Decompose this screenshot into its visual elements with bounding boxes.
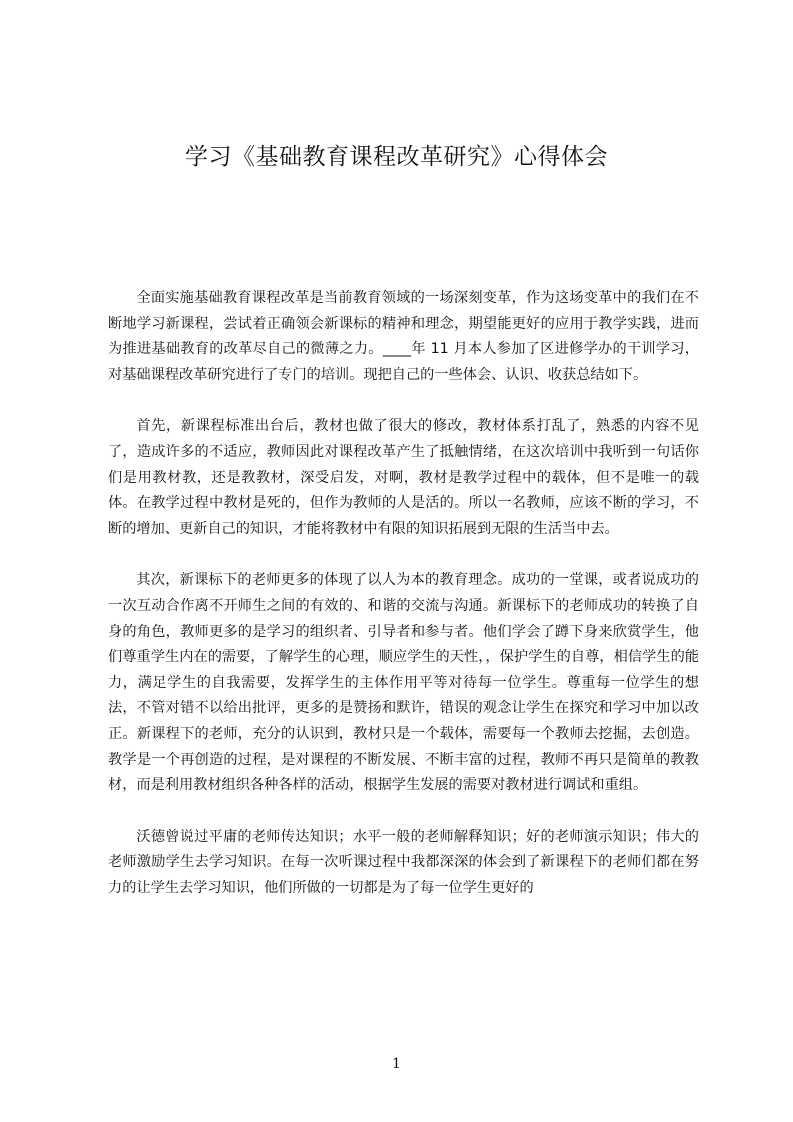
page-number: 1	[392, 1056, 401, 1072]
paragraph-first-point: 首先，新课程标准出台后，教材也做了很大的修改，教材体系打乱了，熟悉的内容不见了，造成许多的不适应，教师因此对课程改革产生了抵触情绪，在这次培训中我听到一句话你们是用教材教，还是教教材，深受启发，对啊，教材是教学过程中的载体，但不是唯一的载体。在教学过程中教材是死的，但作为教师的人是活的。所以一名教师，应该不断的学习，不断的增加、更新自己的知识，才能将教材中有限的知识拓展到无限的生活当中去。	[108, 418, 699, 537]
paragraph-second-point: 其次，新课标下的老师更多的体现了以人为本的教育理念。成功的一堂课，或者说成功的一次互动合作离不开师生之间的有效的、和谐的交流与沟通。新课标下的老师成功的转换了自身的角色，教师更多的是学习的组织者、引导者和参与者。他们学会了蹲下身来欣赏学生，他们尊重学生内在的需要，了解学生的心理，顺应学生的天性，，保护学生的自尊，相信学生的能力，满足学生的自我需要，发挥学生的主体作用平等对待每一位学生。尊重每一位学生的想法，不管对错不以给出批评，更多的是赞扬和默许，错误的观念让学生在探究和学习中加以改正。新课程下的老师，充分的认识到，教材只是一个载体，需要每一个教师去挖掘，去创造。教学是一个再创造的过程，是对课程的不断发展、不断丰富的过程，教师不再只是简单的教教材，而是利用教材组织各种各样的活动，根据学生发展的需要对教材进行调试和重组。	[108, 572, 699, 794]
document-body	[108, 286, 699, 927]
paragraph-quote: 沃德曾说过平庸的老师传达知识；水平一般的老师解释知识；好的老师演示知识；伟大的老师激励学生去学习知识。在每一次听课过程中我都深深的体会到了新课程下的老师们都在努力的让学生去学习知识，他们所做的一切都是为了每一位学生更好的	[108, 828, 699, 896]
paragraph-intro: 全面实施基础教育课程改革是当前教育领域的一场深刻变革，作为这场变革中的我们在不断地学习新课程，尝试着正确领会新课标的精神和理念，期望能更好的应用于教学实践，进而为推进基础教育的改革尽自己的微薄之力。____年 11 月本人参加了区进修学办的干训学习，对基础课程改革研究进行了专门的培训。现把自己的一些体会、认识、收获总结如下。	[108, 290, 699, 383]
document-title: 学习《基础教育课程改革研究》心得体会	[185, 144, 608, 170]
